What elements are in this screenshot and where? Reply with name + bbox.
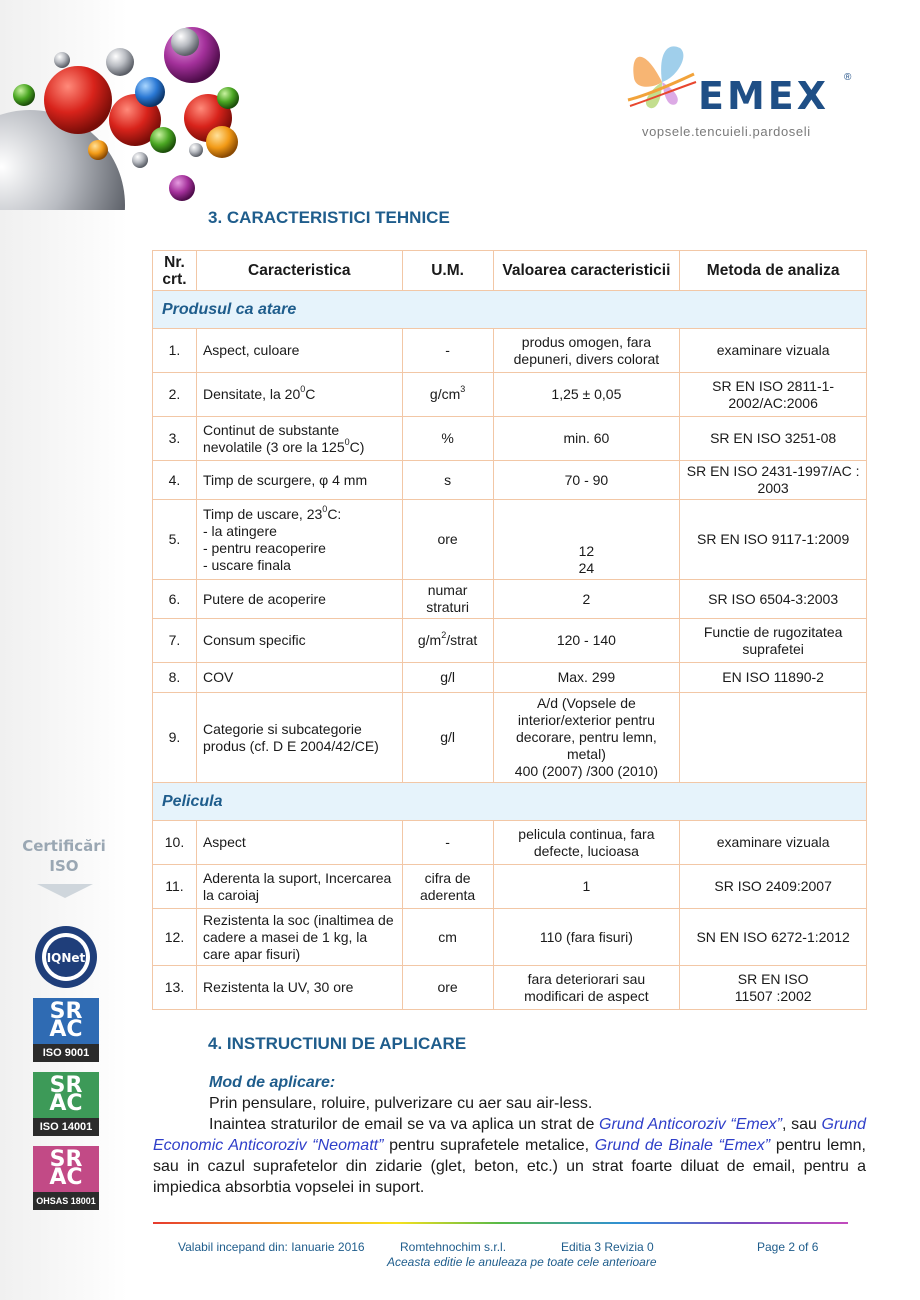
table-row — [153, 821, 867, 865]
cell-nr: 7. — [153, 619, 197, 663]
cell-caracteristica — [196, 373, 402, 417]
footer-note: Aceasta editie le anuleaza pe toate cele anterioare — [387, 1255, 657, 1269]
cell-caracteristica: Timp de scurgere, φ 4 mm — [196, 461, 402, 500]
cell-valoare: Max. 299 — [493, 663, 680, 693]
cell-line: A/d (Vopsele de interior/exterior pentru decorare, pentru lemn, metal) — [515, 695, 657, 762]
cell-text: Continut de substante nevolatile (3 ore la 125 — [202, 421, 345, 455]
cell-nr: 10. — [153, 821, 197, 865]
cell-nr: 5. — [153, 500, 197, 580]
header-um: U.M. — [402, 251, 493, 291]
cell-superscript: 2 — [441, 630, 447, 641]
cert-title-line2: ISO — [49, 857, 79, 875]
cell-superscript: 3 — [460, 384, 466, 395]
cell-valoare — [493, 693, 680, 783]
cell-caracteristica: Rezistenta la soc (inaltimea de cadere a masei de 1 kg, la care apar fisuri) — [196, 909, 402, 966]
cell-superscript: 0 — [322, 503, 328, 514]
cell-text: Timp de uscare, 23 — [202, 505, 323, 522]
technical-characteristics-table — [152, 250, 867, 1010]
footer-valid-from: Valabil incepand din: Ianuarie 2016 — [178, 1240, 365, 1254]
cell-metoda: examinare vizuala — [680, 329, 867, 373]
cell-line — [202, 503, 396, 523]
table-row — [153, 693, 867, 783]
header-caracteristica: Caracteristica — [196, 251, 402, 291]
text-run: , sau — [781, 1116, 822, 1133]
cell-nr: 1. — [153, 329, 197, 373]
cell-um: g/l — [402, 693, 493, 783]
badge-sr-ac-mark: SR AC — [33, 1072, 99, 1118]
text-run: pentru lemn, sau in cazul suprafetelor din zidarie (glet, beton, etc.) un strat foarte diluat de email, pentru a impiedica absorbtia vopselei in suport. — [153, 1137, 866, 1196]
badge-sr-ac-mark: SR AC — [33, 1146, 99, 1192]
cell-caracteristica: Putere de acoperire — [196, 580, 402, 619]
cell-text: /strat — [446, 632, 478, 648]
iqnet-badge — [33, 924, 99, 990]
table-header-row — [153, 251, 867, 291]
group-label: Pelicula — [153, 783, 867, 821]
cell-metoda: SR EN ISO 3251-08 — [680, 417, 867, 461]
emex-logo — [620, 38, 860, 148]
cell-valoare: 70 - 90 — [493, 461, 680, 500]
table-row — [153, 417, 867, 461]
cell-line: - uscare finala — [202, 556, 291, 573]
cell-um: % — [402, 417, 493, 461]
table-row — [153, 373, 867, 417]
table-row — [153, 500, 867, 580]
cell-nr: 3. — [153, 417, 197, 461]
cell-nr: 11. — [153, 865, 197, 909]
badge-iso-14001 — [33, 1072, 99, 1136]
table-row — [153, 580, 867, 619]
logo-tagline: vopsele.tencuieli.pardoseli — [642, 124, 811, 139]
cell-valoare: 110 (fara fisuri) — [493, 909, 680, 966]
badge-label: OHSAS 18001 — [33, 1192, 99, 1210]
cell-um: numar straturi — [402, 580, 493, 619]
cell-um — [402, 619, 493, 663]
footer-company: Romtehnochim s.r.l. — [400, 1240, 507, 1254]
cell-line: 12 — [578, 543, 595, 559]
cell-valoare: 120 - 140 — [493, 619, 680, 663]
cell-text: C) — [349, 438, 365, 455]
butterfly-icon — [624, 38, 700, 112]
footer-page-number: Page 2 of 6 — [757, 1240, 819, 1254]
text-run: Inaintea straturilor de email se va va aplica un strat de — [209, 1116, 599, 1133]
product-name: Grund Anticoroziv “Emex” — [599, 1116, 782, 1133]
cell-line: 400 (2007) /300 (2010) — [514, 763, 659, 779]
cell-valoare: 2 — [493, 580, 680, 619]
badge-label: ISO 14001 — [33, 1118, 99, 1136]
cell-um — [402, 373, 493, 417]
cert-title-line1: Certificări — [22, 837, 106, 855]
cell-metoda: examinare vizuala — [680, 821, 867, 865]
cell-nr: 6. — [153, 580, 197, 619]
badge-sr-ac-mark: SR AC — [33, 998, 99, 1044]
cell-text: C: — [327, 505, 342, 522]
cell-metoda — [680, 966, 867, 1010]
cell-valoare: min. 60 — [493, 417, 680, 461]
footer-rainbow-divider — [153, 1222, 848, 1224]
cell-text: Densitate, la 20 — [202, 386, 301, 402]
badge-ohsas-18001 — [33, 1146, 99, 1210]
cell-metoda: SR EN ISO 2431-1997/AC : 2003 — [680, 461, 867, 500]
cell-text: C — [305, 386, 316, 402]
cell-um: ore — [402, 966, 493, 1010]
cell-metoda: SN EN ISO 6272-1:2012 — [680, 909, 867, 966]
cell-metoda: SR ISO 2409:2007 — [680, 865, 867, 909]
cell-valoare — [493, 500, 680, 580]
table-row — [153, 619, 867, 663]
cell-valoare: produs omogen, fara depuneri, divers colorat — [493, 329, 680, 373]
cell-nr: 2. — [153, 373, 197, 417]
header-nr: Nr. crt. — [153, 251, 197, 291]
product-name: Grund de Binale “Emex” — [594, 1137, 771, 1154]
cell-um: s — [402, 461, 493, 500]
cell-caracteristica: Aspect — [196, 821, 402, 865]
badge-label: ISO 9001 — [33, 1044, 99, 1062]
decorative-spheres-image — [0, 0, 260, 210]
cell-line: SR EN ISO — [737, 970, 809, 987]
table-row — [153, 329, 867, 373]
cell-valoare: pelicula continua, fara defecte, lucioasa — [493, 821, 680, 865]
paragraph-1: Prin pensulare, roluire, pulverizare cu aer sau air-less. — [209, 1095, 593, 1112]
cell-caracteristica: COV — [196, 663, 402, 693]
cell-metoda: SR EN ISO 2811-1-2002/AC:2006 — [680, 373, 867, 417]
cell-text: g/m — [417, 632, 442, 648]
table-row — [153, 865, 867, 909]
cell-valoare: fara deteriorari sau modificari de aspect — [493, 966, 680, 1010]
badge-iso-9001 — [33, 998, 99, 1062]
cell-metoda: SR EN ISO 9117-1:2009 — [680, 500, 867, 580]
application-instructions — [153, 1072, 866, 1198]
group-label: Produsul ca atare — [153, 291, 867, 329]
cell-caracteristica — [196, 500, 402, 580]
product-name: Grund Economic Anticoroziv “Neomatt” — [153, 1116, 866, 1154]
cell-nr: 12. — [153, 909, 197, 966]
header-valoarea: Valoarea caracteristicii — [493, 251, 680, 291]
cell-um: - — [402, 821, 493, 865]
cell-metoda: SR ISO 6504-3:2003 — [680, 580, 867, 619]
cell-line: 24 — [578, 560, 595, 576]
table-row — [153, 663, 867, 693]
cell-superscript: 0 — [300, 384, 306, 395]
cell-caracteristica: Rezistenta la UV, 30 ore — [196, 966, 402, 1010]
cell-nr: 8. — [153, 663, 197, 693]
cell-um: cm — [402, 909, 493, 966]
cell-valoare: 1 — [493, 865, 680, 909]
cell-metoda: Functie de rugozitatea suprafetei — [680, 619, 867, 663]
cell-um: cifra de aderenta — [402, 865, 493, 909]
cell-nr: 13. — [153, 966, 197, 1010]
paragraph-2 — [153, 1114, 866, 1198]
cell-metoda — [680, 693, 867, 783]
cell-line: 11507 :2002 — [734, 987, 812, 1004]
header-metoda: Metoda de analiza — [680, 251, 867, 291]
cell-caracteristica — [196, 417, 402, 461]
cell-caracteristica: Aderenta la suport, Incercarea la caroiaj — [196, 865, 402, 909]
cell-text: g/cm — [429, 386, 461, 402]
group-row-produsul — [153, 291, 867, 329]
cell-caracteristica: Consum specific — [196, 619, 402, 663]
cell-superscript: 0 — [344, 436, 350, 447]
certifications-title — [14, 836, 114, 876]
table-row — [153, 966, 867, 1010]
logo-wordmark: EMEX — [698, 74, 830, 118]
cell-line: - la atingere — [202, 522, 277, 539]
text-run: pentru suprafetele metalice, — [383, 1137, 595, 1154]
cert-arrow-icon — [37, 884, 93, 898]
cell-um: - — [402, 329, 493, 373]
logo-registered-mark: ® — [844, 72, 852, 83]
iqnet-label: IQNet — [46, 951, 86, 965]
group-row-pelicula — [153, 783, 867, 821]
cell-um: ore — [402, 500, 493, 580]
table-row — [153, 461, 867, 500]
cell-caracteristica: Aspect, culoare — [196, 329, 402, 373]
cell-valoare: 1,25 ± 0,05 — [493, 373, 680, 417]
footer-edition: Editia 3 Revizia 0 — [561, 1240, 654, 1254]
section-3-title: 3. CARACTERISTICI TEHNICE — [208, 208, 450, 227]
cell-nr: 4. — [153, 461, 197, 500]
cell-metoda: EN ISO 11890-2 — [680, 663, 867, 693]
cell-um: g/l — [402, 663, 493, 693]
cell-line: - pentru reacoperire — [202, 539, 326, 556]
cell-caracteristica: Categorie si subcategorie produs (cf. D E 2004/42/CE) — [196, 693, 402, 783]
cell-nr: 9. — [153, 693, 197, 783]
table-row — [153, 909, 867, 966]
mode-subheading: Mod de aplicare: — [209, 1074, 336, 1091]
section-4-title: 4. INSTRUCTIUNI DE APLICARE — [208, 1034, 467, 1053]
